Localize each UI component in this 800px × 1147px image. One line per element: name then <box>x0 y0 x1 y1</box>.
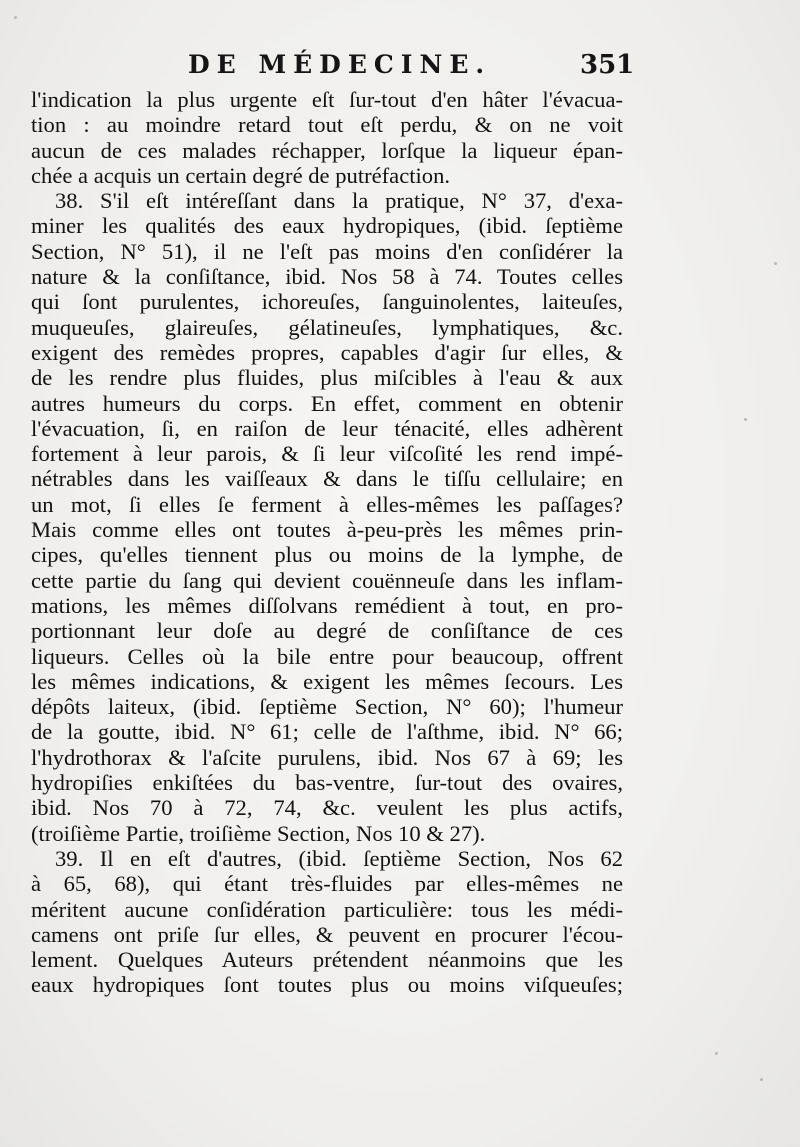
paper-speck <box>760 1078 763 1081</box>
text-line: exigent des remèdes propres, capables d'agir ſur elles, & <box>31 339 623 365</box>
text-line: autres humeurs du corps. En effet, comment en obtenir <box>31 390 623 416</box>
text-line: de la goutte, ibid. N° 61; celle de l'aſthme, ibid. N° 66; <box>31 719 623 745</box>
text-line: fortement à leur parois, & ſi leur viſcoſité les rend impé- <box>31 441 623 467</box>
text-line: liqueurs. Celles où la bile entre pour beaucoup, offrent <box>31 643 623 669</box>
page-number: 351 <box>580 50 635 80</box>
text-line: un mot, ſi elles ſe ferment à elles-mêmes les paſſages? <box>31 491 623 517</box>
text-line: hydropiſies enkiſtées du bas-ventre, ſur-tout des ovaires, <box>31 770 623 796</box>
text-line: aucun de ces malades réchapper, lorſque la liqueur épan- <box>31 137 623 163</box>
text-line: nétrables dans les vaiſſeaux & dans le tiſſu cellulaire; en <box>31 466 623 492</box>
paper-speck <box>744 418 747 421</box>
text-line: nature & la conſiſtance, ibid. Nos 58 à 74. Toutes celles <box>31 264 623 290</box>
paragraph-38-start: 38. S'il eſt intéreſſant dans la pratique, N° 37, d'exa- <box>55 188 623 214</box>
text-line: eaux hydropiques ſont toutes plus ou moins viſqueuſes; <box>31 972 623 998</box>
text-line: chée a acquis un certain degré de putréfaction. <box>31 162 451 188</box>
text-line: l'hydrothorax & l'aſcite purulens, ibid. Nos 67 à 69; les <box>31 744 623 770</box>
text-line: de les rendre plus fluides, plus miſcibles à l'eau & aux <box>31 365 623 391</box>
text-line: l'indication la plus urgente eſt ſur-tout d'en hâter l'évacua- <box>31 87 623 112</box>
text-line: dépôts laiteux, (ibid. ſeptième Section, N° 60); l'humeur <box>31 694 623 720</box>
text-line: cipes, qu'elles tiennent plus ou moins de la lymphe, de <box>31 542 623 568</box>
text-line: méritent aucune conſidération particulière: tous les médi- <box>31 896 623 922</box>
text-line: tion : au moindre retard tout eſt perdu, & on ne voit <box>31 112 623 138</box>
text-line: camens ont priſe ſur elles, & peuvent en procurer l'écou- <box>31 921 623 947</box>
text-line: ibid. Nos 70 à 72, 74, &c. veulent les plus actifs, <box>31 795 623 821</box>
text-line: les mêmes indications, & exigent les mêmes ſecours. Les <box>31 668 623 694</box>
text-line: l'évacuation, ſi, en raiſon de leur ténacité, elles adhèrent <box>31 415 623 441</box>
text-line: (troiſième Partie, troiſième Section, Nos 10 & 27). <box>31 820 486 846</box>
text-line: Mais comme elles ont toutes à-peu-près les mêmes prin- <box>31 517 623 543</box>
text-line: à 65, 68), qui étant très-fluides par elles-mêmes ne <box>31 871 623 897</box>
page-header <box>30 50 635 90</box>
paper-speck <box>715 1052 718 1055</box>
paper-speck <box>14 16 17 19</box>
text-line: cette partie du ſang qui devient couënneuſe dans les inflam- <box>31 567 623 593</box>
running-title: DE MÉDECINE. <box>188 50 492 79</box>
text-line: portionnant leur doſe au degré de conſiſtance de ces <box>31 618 623 644</box>
text-line: lement. Quelques Auteurs prétendent néanmoins que les <box>31 947 623 973</box>
text-line: miner les qualités des eaux hydropiques, (ibid. ſeptième <box>31 213 623 239</box>
paper-speck <box>774 262 777 265</box>
body-text <box>31 87 623 998</box>
text-line: qui ſont purulentes, ichoreuſes, ſanguinolentes, laiteuſes, <box>31 289 623 315</box>
text-line: mations, les mêmes diſſolvans remédient à tout, en pro- <box>31 592 623 618</box>
paragraph-39-start: 39. Il en eſt d'autres, (ibid. ſeptième Section, Nos 62 <box>55 845 623 871</box>
text-line: muqueuſes, glaireuſes, gélatineuſes, lymphatiques, &c. <box>31 314 623 340</box>
text-line: Section, N° 51), il ne l'eſt pas moins d'en conſidérer la <box>31 238 623 264</box>
